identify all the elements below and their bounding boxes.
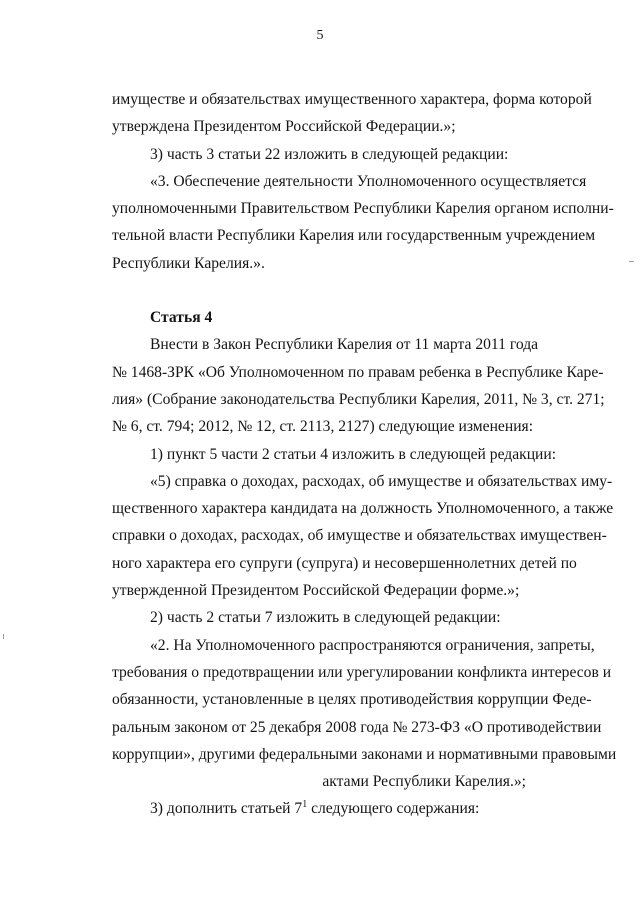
page-number: 5 bbox=[316, 28, 324, 43]
text-line: справки о доходах, расходах, об имуществе и обязательствах имуществен- bbox=[112, 527, 607, 545]
text-line: ральным законом от 25 декабря 2008 года № 273-ФЗ «О противодействии bbox=[112, 718, 602, 736]
text-line: актами Республики Карелия.»; bbox=[322, 773, 526, 791]
text-fragment: следующего содержания: bbox=[307, 800, 480, 818]
text-line: 2) часть 2 статьи 7 изложить в следующей редакции: bbox=[150, 609, 501, 627]
text-line: имуществе и обязательствах имущественного характера, форма которой bbox=[112, 91, 592, 108]
article-heading: Статья 4 bbox=[150, 309, 213, 327]
text-line bbox=[112, 795, 526, 822]
superscript: 1 bbox=[302, 799, 308, 811]
scan-mark bbox=[629, 261, 634, 262]
scan-mark bbox=[3, 634, 4, 639]
text-line: требования о предотвращении или урегулировании конфликта интересов и bbox=[112, 663, 612, 681]
text-line: Республики Карелия.». bbox=[112, 254, 265, 272]
text-line: 1) пункт 5 части 2 статьи 4 изложить в следующей редакции: bbox=[150, 445, 557, 463]
text-line: уполномоченными Правительством Республики Карелия органом исполни- bbox=[112, 200, 614, 218]
text-line: № 1468-ЗРК «Об Уполномоченном по правам ребенка в Республике Каре- bbox=[112, 363, 604, 381]
text-line: «2. На Уполномоченного распространяются ограничения, запреты, bbox=[150, 636, 595, 654]
text-line: утверждена Президентом Российской Федерации.»; bbox=[112, 118, 456, 136]
text-line: тельной власти Республики Карелия или государственным учреждением bbox=[112, 227, 596, 245]
text-line: 3) часть 3 статьи 22 изложить в следующей редакции: bbox=[150, 145, 509, 163]
text-line: ного характера его супруги (супруга) и несовершеннолетних детей по bbox=[112, 554, 577, 572]
text-line: щественного характера кандидата на должность Уполномоченного, а также bbox=[112, 500, 614, 518]
text-line: лия» (Собрание законодательства Республики Карелия, 2011, № 3, ст. 271; bbox=[112, 390, 605, 408]
text-line: № 6, ст. 794; 2012, № 12, ст. 2113, 2127) следующие изменения: bbox=[112, 418, 534, 436]
document-body bbox=[112, 86, 617, 823]
text-line: коррупции», другими федеральными законами и нормативными правовыми bbox=[112, 745, 617, 763]
text-line: «3. Обеспечение деятельности Уполномоченного осуществляется bbox=[150, 172, 587, 190]
text-fragment: 3) дополнить статьей 7 bbox=[150, 800, 303, 818]
text-line: обязанности, установленные в целях противодействия коррупции Феде- bbox=[112, 691, 592, 709]
text-line: Внести в Закон Республики Карелия от 11 марта 2011 года bbox=[150, 336, 539, 354]
text-line: утвержденной Президентом Российской Федерации форме.»; bbox=[112, 582, 520, 600]
text-line: «5) справка о доходах, расходах, об имуществе и обязательствах иму- bbox=[150, 472, 613, 490]
